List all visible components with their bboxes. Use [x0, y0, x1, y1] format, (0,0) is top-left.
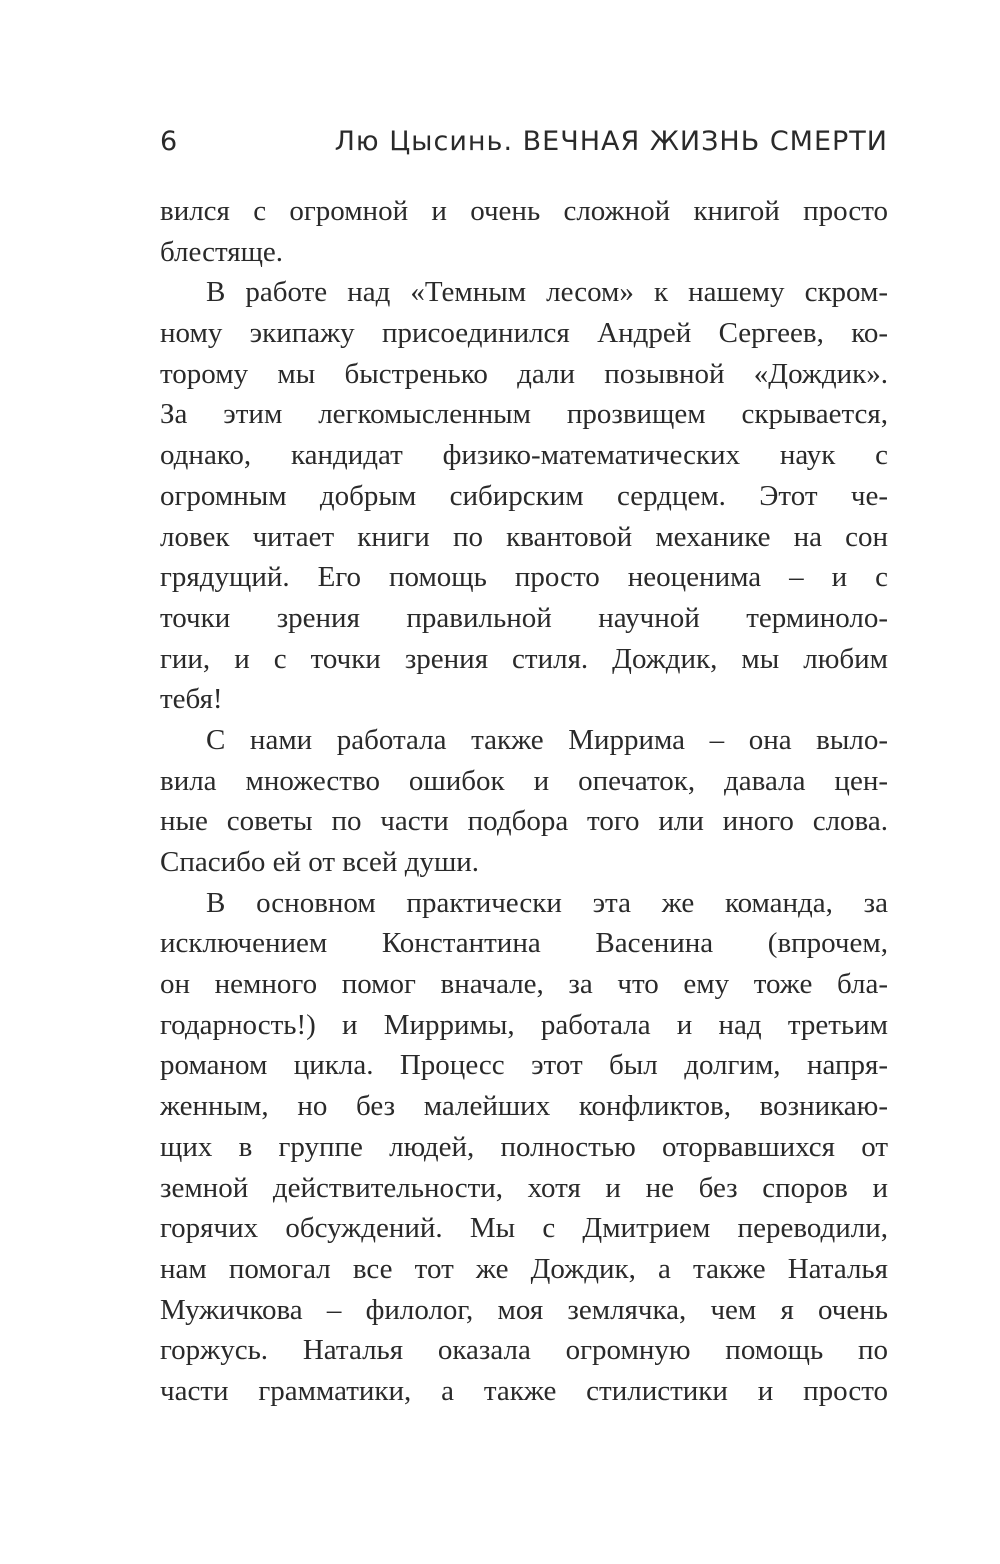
text-line: гии, и с точки зрения стиля. Дождик, мы любим	[160, 642, 888, 675]
text-line: Мужичкова – филолог, моя землячка, чем я очень	[160, 1293, 888, 1326]
running-title: Лю Цысинь. ВЕЧНАЯ ЖИЗНЬ СМЕРТИ	[334, 126, 888, 157]
text-line: романом цикла. Процесс этот был долгим, напря-	[160, 1049, 888, 1082]
text-line: С нами работала также Миррима – она выло-	[206, 723, 888, 756]
text-line: исключением Константина Васенина (впрочем,	[160, 927, 888, 960]
text-line: Спасибо ей от всей души.	[160, 846, 480, 878]
text-line: женным, но без малейших конфликтов, возникаю-	[160, 1090, 888, 1123]
text-line: блестяще.	[160, 235, 284, 268]
text-line: В работе над «Темным лесом» к нашему скром-	[206, 276, 888, 309]
text-line: щих в группе людей, полностью оторвавшихся от	[160, 1130, 888, 1163]
text-line: горжусь. Наталья оказала огромную помощь по	[160, 1334, 888, 1367]
text-line: ные советы по части подбора того или иного слова.	[160, 805, 888, 838]
body-text	[160, 191, 888, 1412]
text-line: ловек читает книги по квантовой механике на сон	[160, 520, 888, 553]
text-line: горячих обсуждений. Мы с Дмитрием переводили,	[160, 1212, 888, 1245]
page-number: 6	[160, 126, 179, 157]
text-line: он немного помог вначале, за что ему тоже бла-	[160, 968, 888, 1001]
text-line: однако, кандидат физико-математических наук с	[160, 439, 888, 472]
text-line: торому мы быстренько дали позывной «Дождик».	[160, 357, 888, 390]
running-header	[160, 126, 888, 166]
text-line: нам помогал все тот же Дождик, а также Наталья	[160, 1252, 888, 1285]
text-line: грядущий. Его помощь просто неоценима – и с	[160, 561, 888, 594]
text-line: точки зрения правильной научной терминоло-	[160, 601, 888, 634]
text-line: тебя!	[160, 683, 223, 716]
text-line: За этим легкомысленным прозвищем скрывается,	[160, 398, 888, 431]
text-line: части грамматики, а также стилистики и просто	[160, 1374, 888, 1407]
text-line: годарность!) и Мирримы, работала и над третьим	[160, 1008, 888, 1041]
text-line: земной действительности, хотя и не без споров и	[160, 1171, 888, 1204]
text-line: вила множество ошибок и опечаток, давала цен-	[160, 764, 888, 797]
text-line: ному экипажу присоединился Андрей Сергеев, ко-	[160, 317, 888, 350]
text-line: В основном практически эта же команда, за	[206, 886, 888, 919]
text-line: огромным добрым сибирским сердцем. Этот че-	[160, 479, 888, 512]
text-line: вился с огромной и очень сложной книгой просто	[160, 195, 888, 227]
